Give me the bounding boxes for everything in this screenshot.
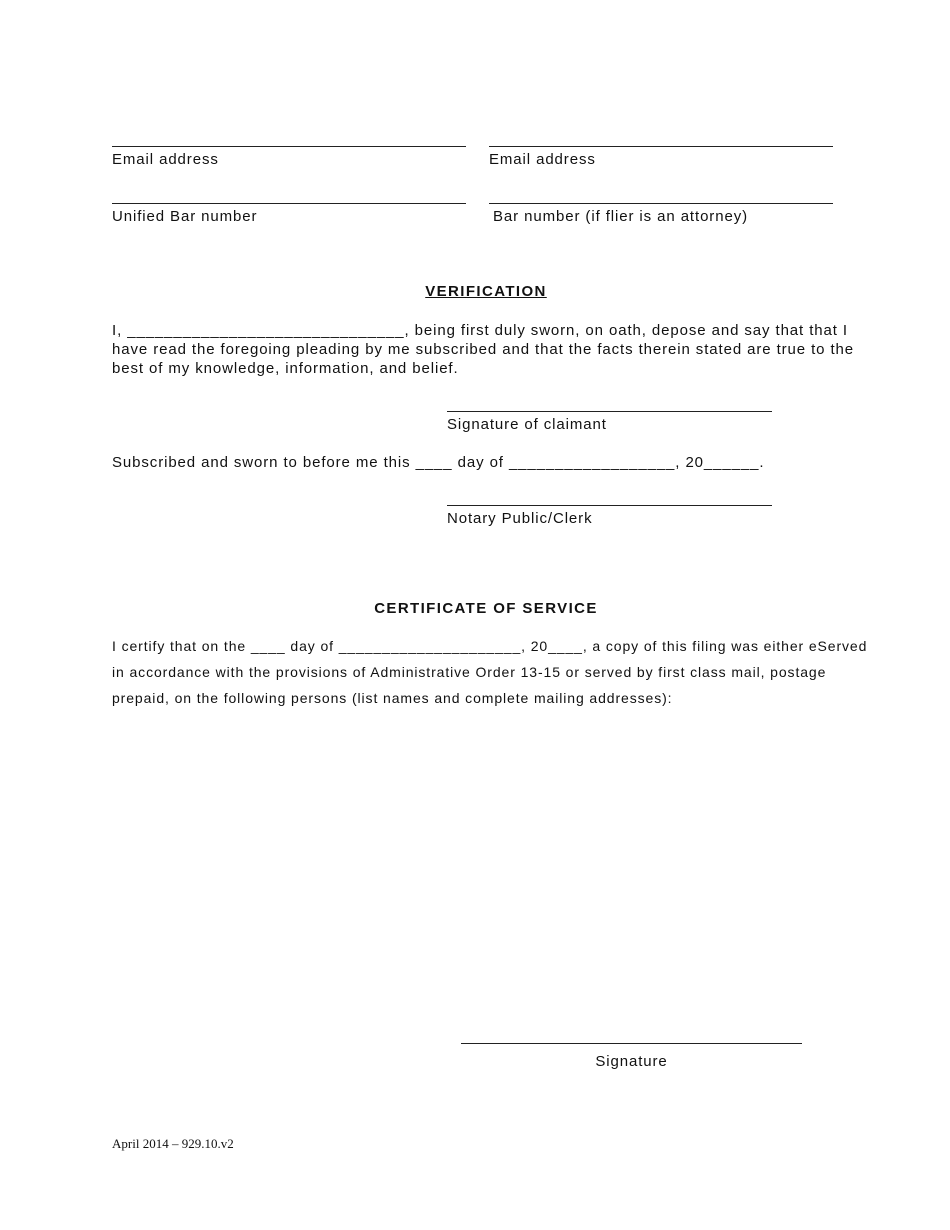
notary-signature-line[interactable] [447, 505, 772, 506]
right-bar-number-label: Bar number (if flier is an attorney) [493, 208, 748, 225]
right-bar-number-line[interactable] [489, 203, 833, 204]
certificate-paragraph: I certify that on the ____ day of _____________________, 20____, a copy of this filing was either eServed in accordance with the provisions of Administrative Order 13-15 or served by first class mail, postage prepaid, on the following persons (list names and complete mailing addresses): [112, 638, 868, 706]
left-bar-number-label: Unified Bar number [112, 208, 258, 225]
notary-label: Notary Public/Clerk [447, 510, 593, 527]
verification-title: VERIFICATION [425, 283, 547, 300]
certificate-signature-label: Signature [595, 1053, 668, 1070]
form-revision: April 2014 – 929.10.v2 [112, 1136, 234, 1151]
left-email-label: Email address [112, 151, 219, 168]
claimant-signature-line[interactable] [447, 411, 772, 412]
verification-paragraph: I, ______________________________, being first duly sworn, on oath, depose and say that that I have read the foregoing pleading by me subscribed and that the facts therein stated are true to the best of my knowledge, information, and belief. [112, 322, 855, 377]
sworn-statement: Subscribed and sworn to before me this ____ day of __________________, 20______. [112, 454, 765, 471]
certificate-title: CERTIFICATE OF SERVICE [374, 600, 598, 617]
left-email-line[interactable] [112, 146, 466, 147]
right-email-label: Email address [489, 151, 596, 168]
right-email-line[interactable] [489, 146, 833, 147]
left-bar-number-line[interactable] [112, 203, 466, 204]
claimant-signature-label: Signature of claimant [447, 416, 607, 433]
certificate-signature-line[interactable] [461, 1043, 802, 1044]
